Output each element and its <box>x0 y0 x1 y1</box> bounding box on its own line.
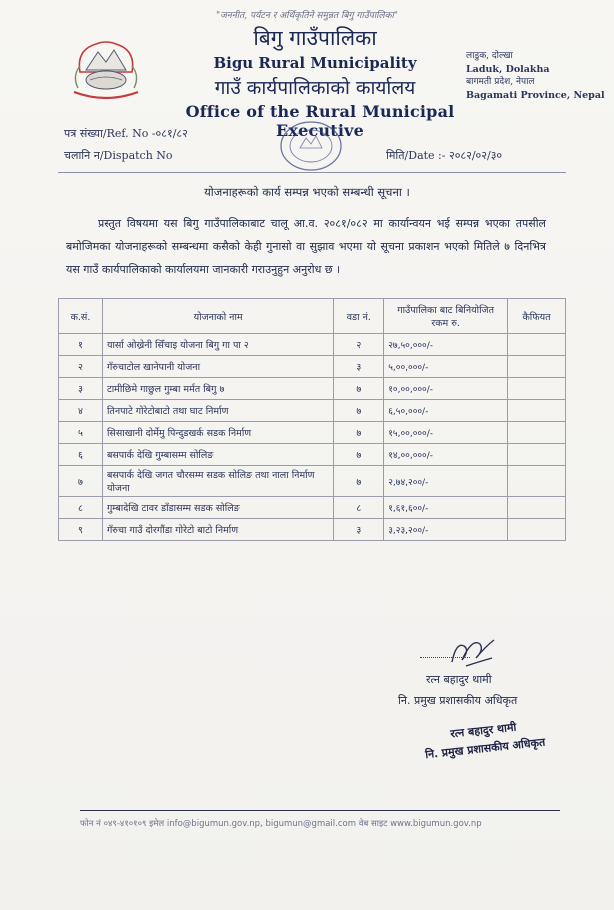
office-address <box>466 50 605 102</box>
cell-remarks <box>508 444 566 466</box>
cell-project-name: गुम्बादेखि टावर डाँडासम्म सडक सोलिङ <box>102 497 333 519</box>
cell-project-name: बसपार्क देखि गुम्बासम्म सोलिङ <box>102 444 333 466</box>
table-row <box>59 444 566 466</box>
dispatch-number: चलानि न/Dispatch No <box>64 149 173 162</box>
cell-remarks <box>508 356 566 378</box>
cell-ward: ३ <box>334 356 384 378</box>
cell-ward: ७ <box>334 444 384 466</box>
cell-remarks <box>508 519 566 541</box>
cell-ward: ७ <box>334 400 384 422</box>
cell-sn: ६ <box>59 444 103 466</box>
footer-contact: फोन नं ०४९-४१०१०९ इमेल info@bigumun.gov.np, bigumun@gmail.com वेब साइट www.bigumun.gov.np <box>80 819 482 829</box>
cell-ward: ७ <box>334 422 384 444</box>
cell-remarks <box>508 466 566 497</box>
cell-project-name: गँरुचाटोल खानेपानी योजना <box>102 356 333 378</box>
column-header-amount: गाउँपालिका बाट बिनियोजित रकम रु. <box>384 299 508 334</box>
cell-remarks <box>508 497 566 519</box>
footer-divider <box>80 810 560 811</box>
notice-body: प्रस्तुत विषयमा यस बिगु गाउँपालिकाबाट चालू आ.व. २०८१/०८२ मा कार्यान्वयन भई सम्पन्न भएका तपसील बमोजिमका योजनाहरूको सम्बन्धमा कसैको केही गुनासो वा सुझाव भएमा यो सूचना प्रकाशन भएको मितिले ७ दिनभित्र यस गाउँ कार्यपालिकाको कार्यालयमा जानकारी गराउनुहुन अनुरोध छ । <box>66 217 546 276</box>
cell-sn: ९ <box>59 519 103 541</box>
office-name-en: Office of the Rural Municipal Executive <box>185 102 455 140</box>
table-row <box>59 497 566 519</box>
cell-sn: २ <box>59 356 103 378</box>
cell-amount: १०,००,०००/- <box>384 378 508 400</box>
seal-title: नि. प्रमुख प्रशासकीय अधिकृत <box>424 735 546 762</box>
table-row <box>59 356 566 378</box>
cell-remarks <box>508 400 566 422</box>
address-line-3: बागमती प्रदेश, नेपाल <box>466 77 535 87</box>
cell-ward: ७ <box>334 466 384 497</box>
column-header-ward: वडा नं. <box>334 299 384 334</box>
cell-project-name: सिसाखानी दोर्मेमु पिन्दुडखर्क सडक निर्माण <box>102 422 333 444</box>
cell-ward: ७ <box>334 378 384 400</box>
address-line-2: Laduk, Dolakha <box>466 64 550 75</box>
projects-table <box>58 298 566 541</box>
cell-project-name: यार्सा ओख्रेनी सिँचाइ योजना बिगु गा पा २ <box>102 334 333 356</box>
cell-ward: ८ <box>334 497 384 519</box>
address-line-1: लाडुक, दोल्खा <box>466 51 513 61</box>
cell-sn: ४ <box>59 400 103 422</box>
table-header-row <box>59 299 566 334</box>
cell-remarks <box>508 334 566 356</box>
cell-project-name: तिनपाटे गोरेटोबाटो तथा घाट निर्माण <box>102 400 333 422</box>
cell-remarks <box>508 422 566 444</box>
cell-project-name: टामीछिमे गाछुल गुम्बा मर्मत बिगु ७ <box>102 378 333 400</box>
table-row <box>59 334 566 356</box>
cell-amount: ५,००,०००/- <box>384 356 508 378</box>
name-seal <box>422 716 546 764</box>
cell-amount: २,७४,२००/- <box>384 466 508 497</box>
cell-ward: २ <box>334 334 384 356</box>
seal-name: रत्न बहादुर थामी <box>449 720 517 741</box>
header-divider <box>58 172 566 173</box>
cell-sn: १ <box>59 334 103 356</box>
table-row <box>59 378 566 400</box>
office-stamp-icon <box>276 116 346 176</box>
motto: "जननीत, पर्यटन र अर्थिकृतिने समुन्नत बिगु गाउँपालिका" <box>215 11 399 21</box>
cell-amount: ३,२३,२००/- <box>384 519 508 541</box>
cell-amount: ६,५०,०००/- <box>384 400 508 422</box>
office-name-np: गाउँ कार्यपालिकाको कार्यालय <box>214 77 416 99</box>
column-header-remarks: कैफियत <box>508 299 566 334</box>
cell-amount: २७,५०,०००/- <box>384 334 508 356</box>
table-row <box>59 422 566 444</box>
cell-remarks <box>508 378 566 400</box>
notice-subject: योजनाहरूको कार्य सम्पन्न भएको सम्बन्धी सूचना । <box>204 185 410 199</box>
column-header-project: योजनाको नाम <box>102 299 333 334</box>
signature-line <box>420 657 470 658</box>
government-emblem-icon <box>66 36 146 106</box>
cell-sn: ८ <box>59 497 103 519</box>
signatory-title: नि. प्रमुख प्रशासकीय अधिकृत <box>398 694 518 707</box>
column-header-sn: क.सं. <box>59 299 103 334</box>
signature-scribble-icon <box>446 632 502 672</box>
table-row <box>59 400 566 422</box>
cell-amount: १४,००,०००/- <box>384 444 508 466</box>
cell-project-name: गँरुचा गाउँ दोरगौंडा गोरेटो बाटो निर्माण <box>102 519 333 541</box>
cell-amount: १,६१,६००/- <box>384 497 508 519</box>
table-row <box>59 466 566 497</box>
table-row <box>59 519 566 541</box>
municipality-name-np: बिगु गाउँपालिका <box>253 26 377 50</box>
cell-project-name: बसपार्क देखि जगत चौरसम्म सडक सोलिङ तथा नाला निर्माण योजना <box>102 466 333 497</box>
cell-sn: ५ <box>59 422 103 444</box>
signatory-name: रत्न बहादुर थामी <box>426 673 492 686</box>
cell-sn: ३ <box>59 378 103 400</box>
cell-amount: १५,००,०००/- <box>384 422 508 444</box>
reference-number: पत्र संख्या/Ref. No -०८१/८२ <box>64 127 188 140</box>
cell-sn: ७ <box>59 466 103 497</box>
letter-date: मिति/Date :- २०८२/०२/३० <box>386 149 503 162</box>
address-line-4: Bagamati Province, Nepal <box>466 90 605 101</box>
cell-ward: ३ <box>334 519 384 541</box>
municipality-name-en: Bigu Rural Municipality <box>213 54 417 72</box>
